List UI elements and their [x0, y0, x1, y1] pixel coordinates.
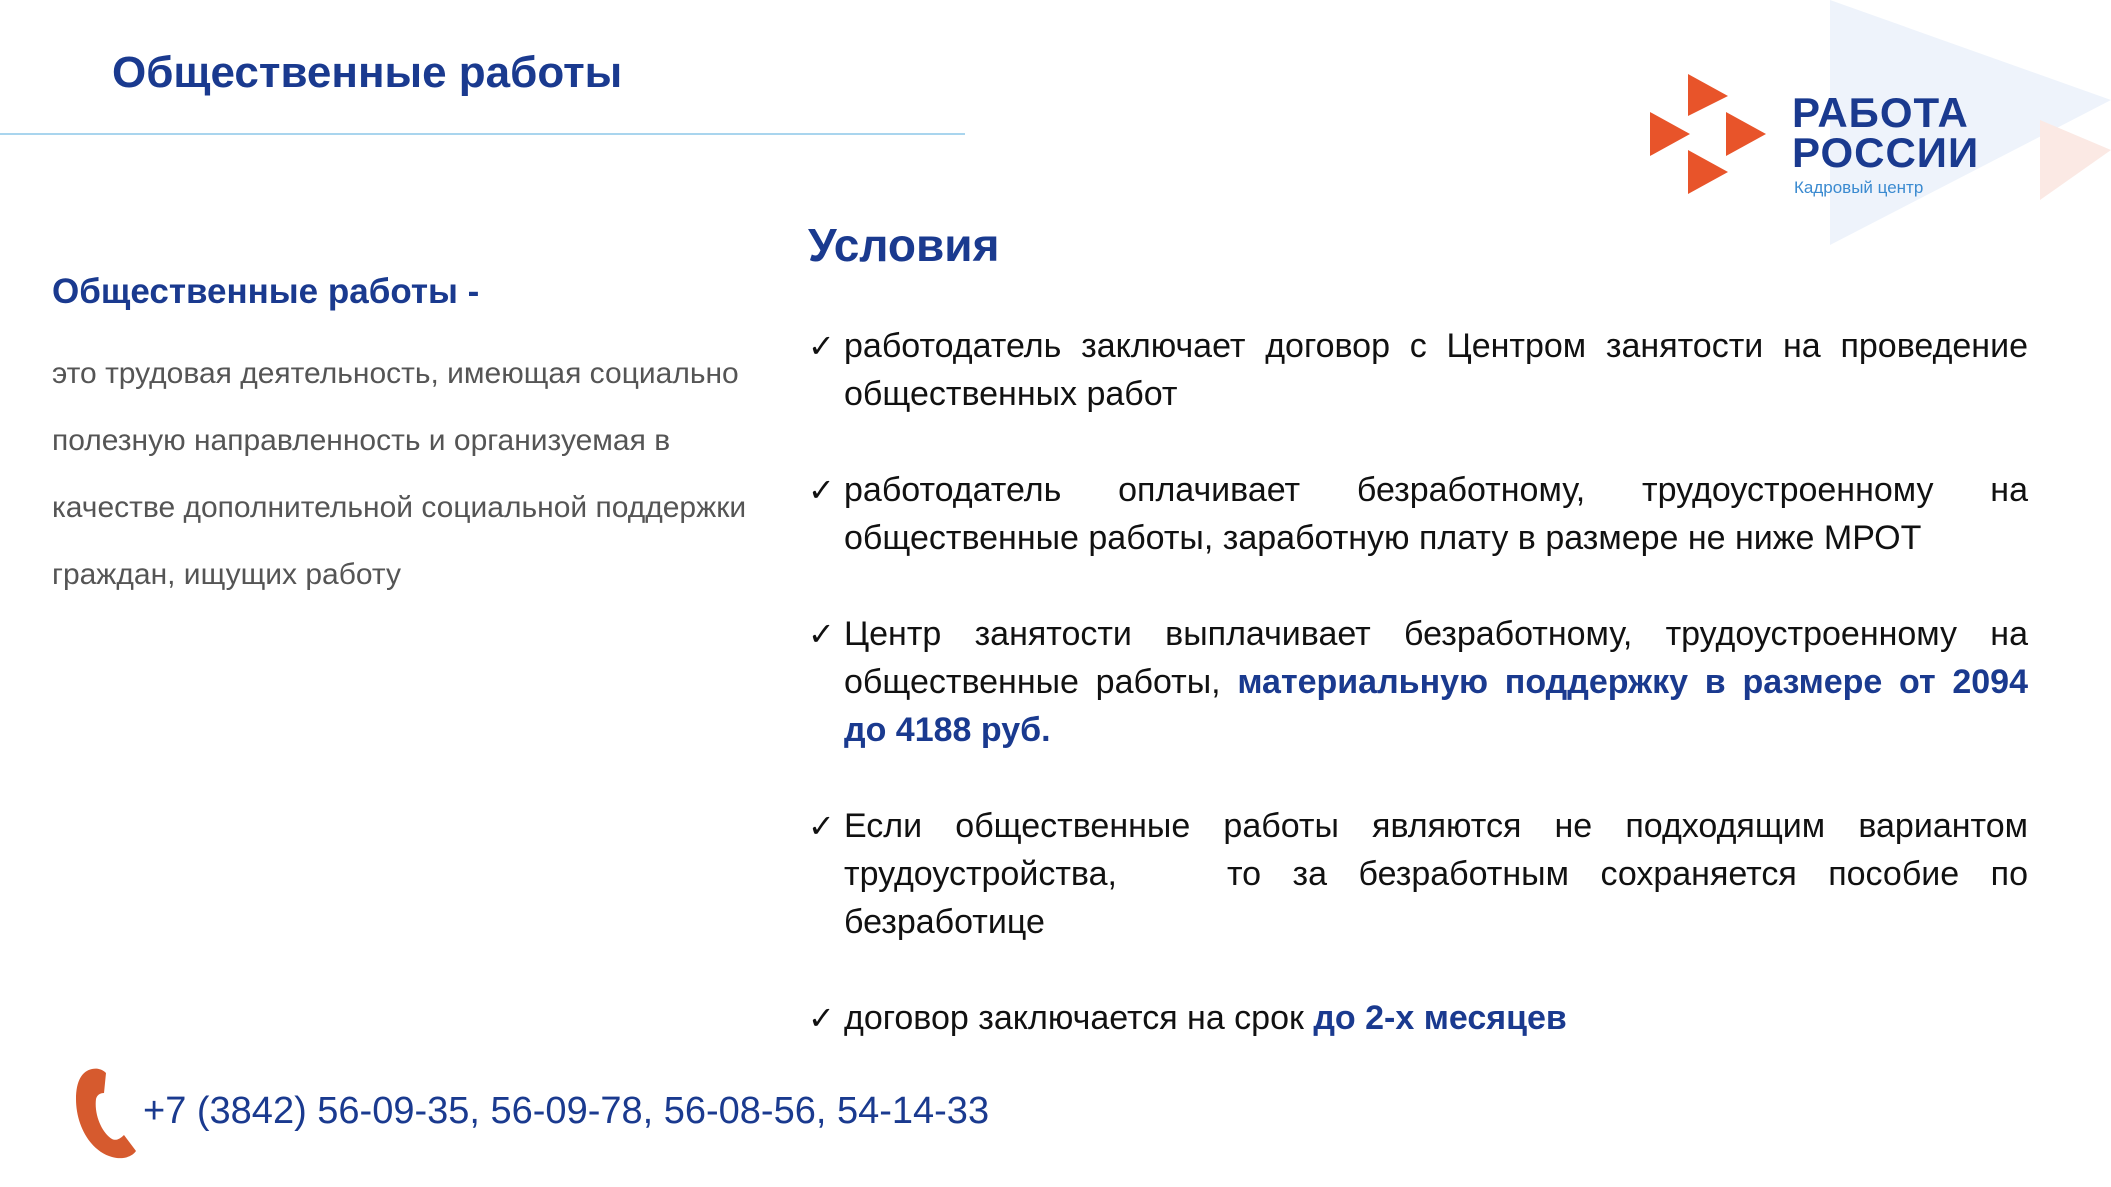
condition-item — [808, 802, 2028, 946]
condition-text: работодатель заключает договор с Центром занятости на проведение общественных работ — [844, 327, 2028, 413]
definition-text: это трудовая деятельность, имеющая социально полезную направленность и организуемая в качестве дополнительной социальной поддержки граждан, ищущих работу — [52, 357, 747, 591]
condition-text-before: Если общественные работы являются не подходящим вариантом трудоустройства, — [844, 807, 2028, 893]
condition-text: работодатель оплачивает безработному, трудоустроенному на общественные работы, заработную плату в размере не ниже МРОТ — [844, 471, 2028, 557]
condition-item — [808, 466, 2028, 562]
conditions-title: Условия — [808, 219, 1000, 271]
checkmark-icon: ✓ — [808, 328, 835, 364]
condition-item — [808, 610, 2028, 754]
checkmark-icon: ✓ — [808, 616, 835, 652]
condition-item — [808, 994, 2028, 1042]
condition-text — [844, 610, 2028, 754]
title-divider — [0, 133, 965, 135]
condition-highlight: до 2-х месяцев — [1313, 999, 1567, 1037]
checkmark-icon: ✓ — [808, 808, 835, 844]
logo-subtitle: Кадровый центр — [1794, 178, 1924, 197]
checkmark-icon: ✓ — [808, 472, 835, 508]
condition-text-plain: договор заключается на срок — [844, 999, 1314, 1037]
phone-icon — [72, 1065, 138, 1161]
rabota-rossii-logo — [1650, 70, 1990, 200]
condition-item — [808, 322, 2028, 418]
condition-highlight: материальную поддержку в размере от 2094 до 4188 руб. — [844, 663, 2028, 749]
condition-text-plain: Центр занятости выплачивает безработному, трудоустроенному на общественные работы, — [844, 615, 2028, 701]
logo-text-line2: РОССИИ — [1792, 129, 1980, 176]
contact-phones: +7 (3842) 56-09-35, 56-09-78, 56-08-56, 54-14-33 — [143, 1090, 990, 1132]
page-title: Общественные работы — [112, 48, 623, 97]
condition-text — [844, 802, 2028, 946]
condition-text — [844, 994, 2028, 1042]
definition-title: Общественные работы - — [52, 272, 480, 311]
checkmark-icon: ✓ — [808, 1000, 835, 1036]
condition-text-after: то за безработным сохраняется пособие по безработице — [844, 855, 2028, 941]
logo-arrows-icon — [1650, 70, 1775, 195]
logo-text-line1: РАБОТА — [1792, 89, 1969, 136]
